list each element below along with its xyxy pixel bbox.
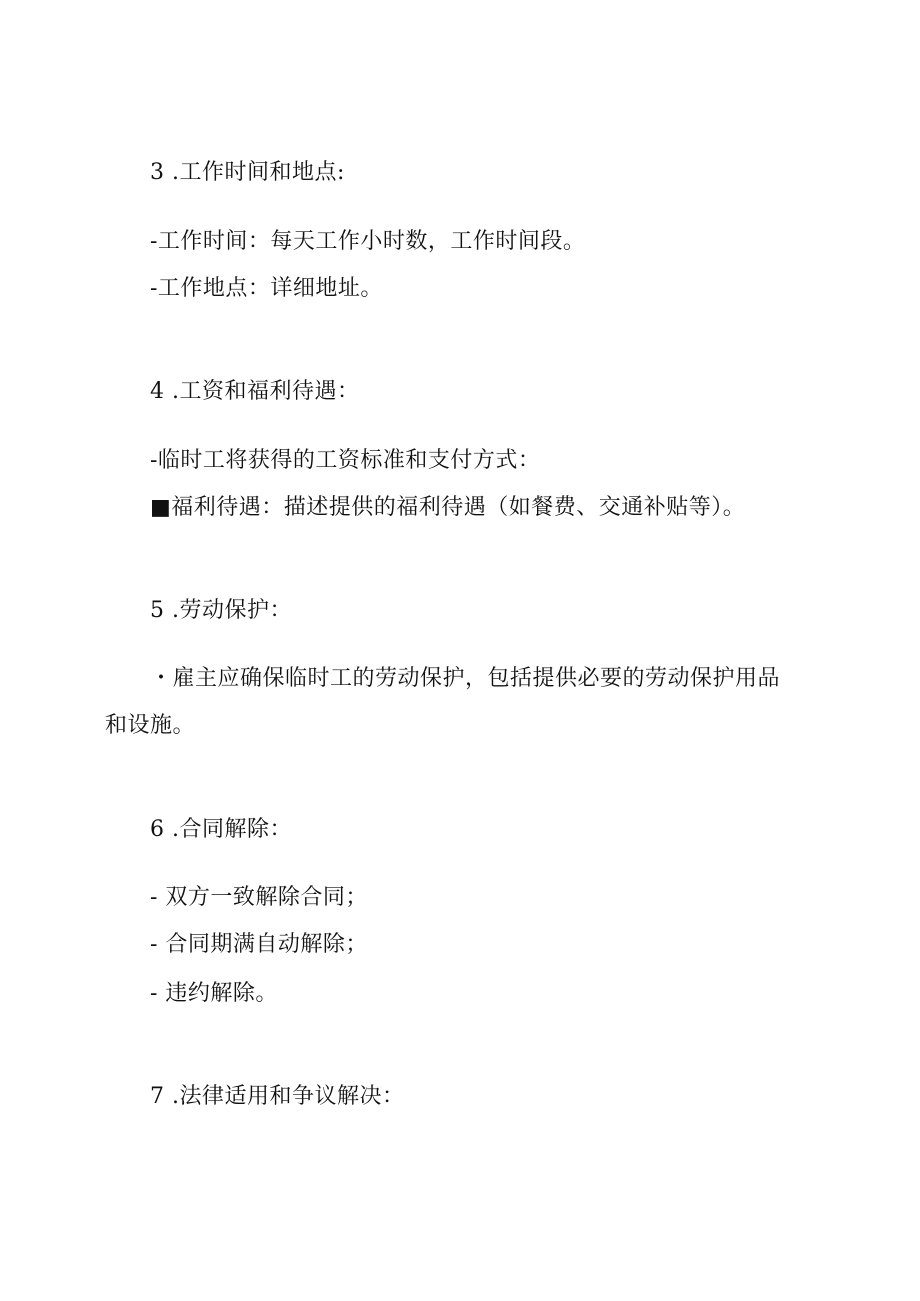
section-heading-7: 7 .法律适用和争议解决： [150, 1084, 405, 1109]
list-item-wage-standard: -临时工将获得的工资标准和支付方式： [150, 448, 541, 473]
list-item-breach-termination: - 违约解除。 [150, 981, 278, 1006]
list-item-work-location: -工作地点：详细地址。 [150, 276, 383, 301]
section-heading-6: 6 .合同解除： [150, 817, 292, 842]
section-heading-3: 3 .工作时间和地点: [150, 160, 345, 185]
section-heading-4: 4 .工资和福利待遇： [150, 379, 360, 404]
list-item-expiry-termination: - 合同期满自动解除； [150, 932, 368, 957]
list-item-mutual-termination: - 双方一致解除合同； [150, 885, 368, 910]
paragraph-labor-protection-line2: 和设施。 [105, 713, 196, 738]
section-heading-5: 5 .劳动保护： [150, 598, 292, 623]
list-item-benefits: ■福利待遇：描述提供的福利待遇（如餐费、交通补贴等）。 [150, 495, 746, 520]
list-item-work-hours: -工作时间：每天工作小时数，工作时间段。 [150, 229, 586, 254]
paragraph-labor-protection-line1: ・雇主应确保临时工的劳动保护，包括提供必要的劳动保护用品 [150, 666, 781, 691]
